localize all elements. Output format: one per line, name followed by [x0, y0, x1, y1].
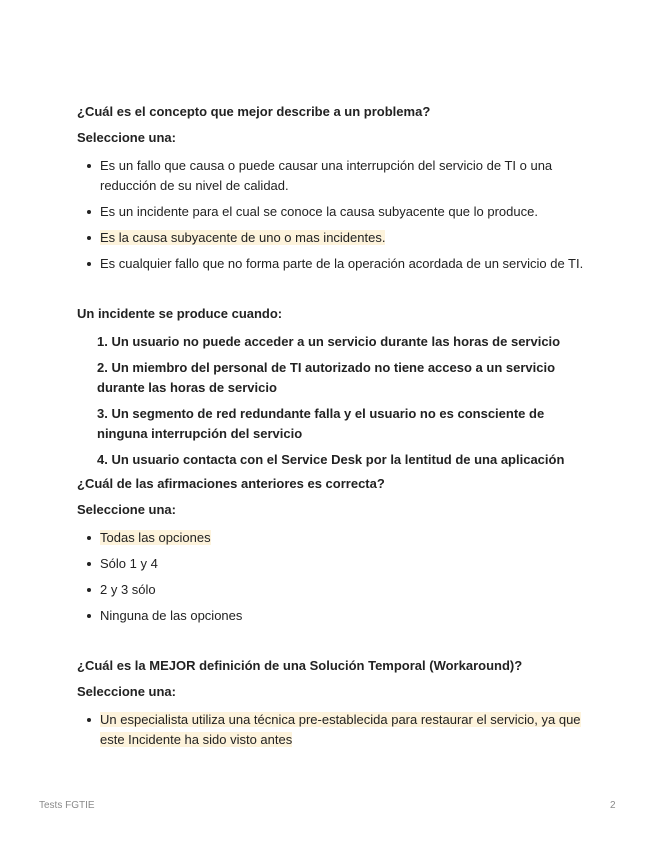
- option-item-selected[interactable]: [77, 228, 597, 248]
- page-content: [77, 104, 597, 756]
- question-2: [77, 306, 597, 626]
- option-item[interactable]: [77, 254, 597, 274]
- question-1: [77, 104, 597, 274]
- option-item-selected[interactable]: [77, 710, 597, 750]
- question-3: [77, 658, 597, 750]
- option-text: Es un incidente para el cual se conoce la causa subyacente que lo produce.: [100, 204, 538, 219]
- option-list: [77, 156, 597, 274]
- option-text-highlighted: Es la causa subyacente de uno o mas incidentes.: [100, 230, 386, 245]
- statement-item: 1. Un usuario no puede acceder a un servicio durante las horas de servicio: [97, 334, 561, 349]
- option-text-highlighted: Todas las opciones: [100, 530, 211, 545]
- option-item[interactable]: [77, 580, 597, 600]
- option-item-selected[interactable]: [77, 528, 597, 548]
- option-text: 2 y 3 sólo: [100, 582, 156, 597]
- option-text: Sólo 1 y 4: [100, 556, 158, 571]
- option-item[interactable]: [77, 554, 597, 574]
- option-text: Ninguna de las opciones: [100, 608, 243, 623]
- option-text: Es un fallo que causa o puede causar una interrupción del servicio de TI o una reducción de su nivel de calidad.: [100, 158, 553, 193]
- select-label: Seleccione una:: [77, 502, 176, 517]
- question-text: ¿Cuál de las afirmaciones anteriores es correcta?: [77, 476, 385, 491]
- option-item[interactable]: [77, 156, 597, 196]
- option-text: Es cualquier fallo que no forma parte de la operación acordada de un servicio de TI.: [100, 256, 584, 271]
- page-number: 2: [610, 800, 616, 811]
- statement-item: 3. Un segmento de red redundante falla y el usuario no es consciente de ninguna interrupción del servicio: [97, 406, 545, 441]
- statement-item: 2. Un miembro del personal de TI autorizado no tiene acceso a un servicio durante las horas de servicio: [97, 360, 556, 395]
- option-text-highlighted: Un especialista utiliza una técnica pre-establecida para restaurar el servicio, ya que este Incidente ha sido visto antes: [100, 712, 581, 747]
- option-item[interactable]: [77, 202, 597, 222]
- question-text: ¿Cuál es la MEJOR definición de una Solución Temporal (Workaround)?: [77, 658, 523, 673]
- option-list: [77, 528, 597, 626]
- select-label: Seleccione una:: [77, 130, 176, 145]
- question-text: ¿Cuál es el concepto que mejor describe a un problema?: [77, 104, 431, 119]
- statement-list: [77, 332, 597, 470]
- option-item[interactable]: [77, 606, 597, 626]
- select-label: Seleccione una:: [77, 684, 176, 699]
- footer-title: Tests FGTIE: [39, 800, 95, 811]
- option-list: [77, 710, 597, 750]
- statement-item: 4. Un usuario contacta con el Service Desk por la lentitud de una aplicación: [97, 452, 565, 467]
- question-intro: Un incidente se produce cuando:: [77, 306, 283, 321]
